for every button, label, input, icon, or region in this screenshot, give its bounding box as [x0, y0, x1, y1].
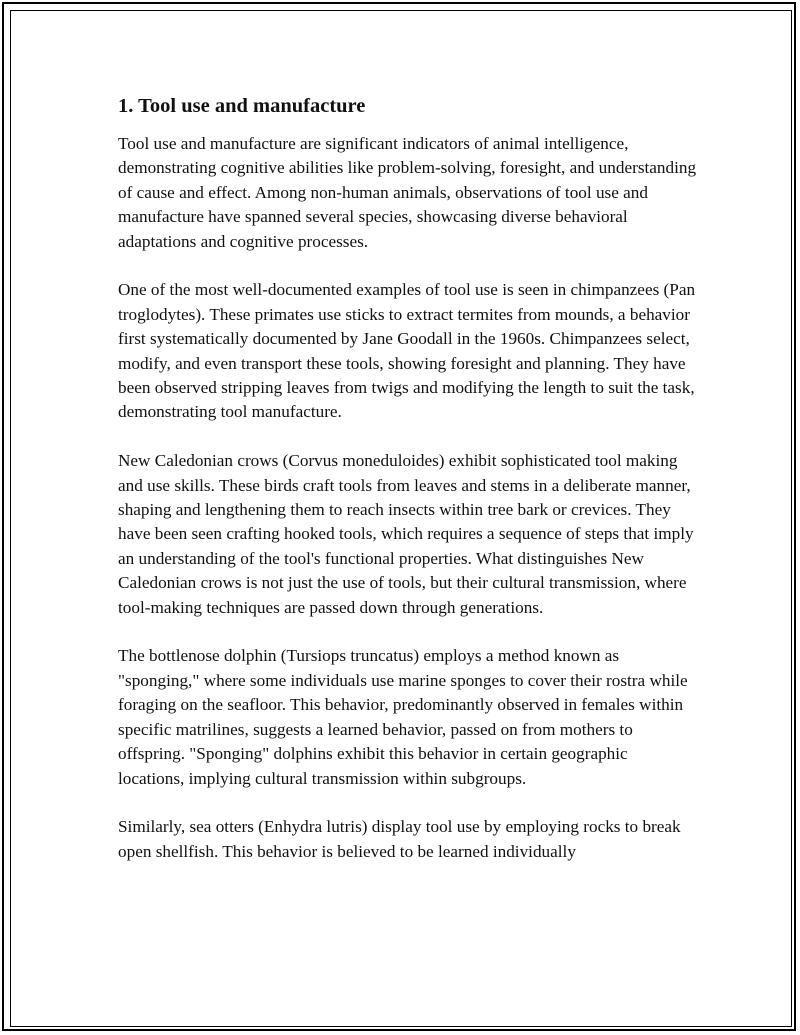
paragraph-dolphins: The bottlenose dolphin (Tursiops truncatus) employs a method known as "sponging," where some individuals use marine sponges to cover their rostra while foraging on the seafloor. This behavior, predominantly observed in females within specific matrilines, suggests a learned behavior, passed on from mothers to offspring. "Sponging" dolphins exhibit this behavior in certain geographic locations, implying cultural transmission within subgroups. — [118, 646, 688, 788]
section-heading: 1. Tool use and manufacture — [118, 95, 366, 117]
paragraph-intro: Tool use and manufacture are significant indicators of animal intelligence, demonstrating cognitive abilities like problem-solving, foresight, and understanding of cause and effect. Among non-human animals, observations of tool use and manufacture have spanned several species, showcasing diverse behavioral adaptations and cognitive processes. — [118, 134, 697, 251]
paragraph-crows: New Caledonian crows (Corvus moneduloides) exhibit sophisticated tool making and use skills. These birds craft tools from leaves and stems in a deliberate manner, shaping and lengthening them to reach insects within tree bark or crevices. They have been seen crafting hooked tools, which requires a sequence of steps that imply an understanding of the tool's functional properties. What distinguishes New Caledonian crows is not just the use of tools, but their cultural transmission, where tool-making techniques are passed down through generations. — [118, 451, 694, 617]
document-body — [118, 94, 698, 889]
paragraph-chimpanzees: One of the most well-documented examples of tool use is seen in chimpanzees (Pan troglodytes). These primates use sticks to extract termites from mounds, a behavior first systematically documented by Jane Goodall in the 1960s. Chimpanzees select, modify, and even transport these tools, showing foresight and planning. They have been observed stripping leaves from twigs and modifying the length to suit the task, demonstrating tool manufacture. — [118, 280, 696, 422]
paragraph-sea-otters: Similarly, sea otters (Enhydra lutris) display tool use by employing rocks to break open shellfish. This behavior is believed to be learned individually — [118, 817, 681, 861]
